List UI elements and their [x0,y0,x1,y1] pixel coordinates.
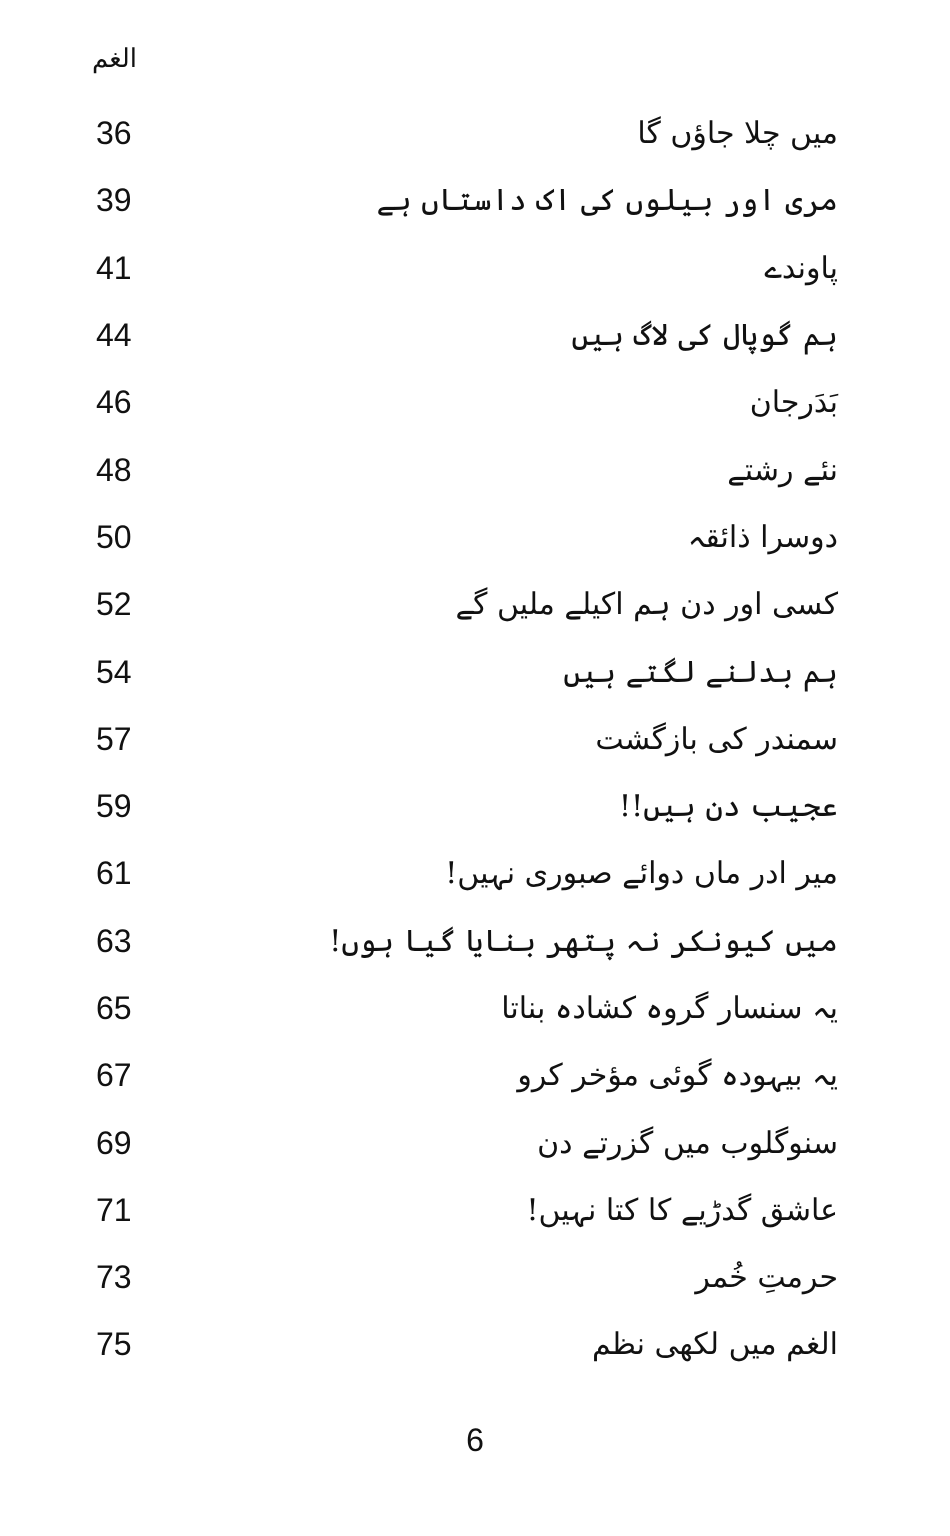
toc-page-number: 36 [96,115,132,152]
toc-row [92,571,838,638]
toc-page-number: 52 [96,586,132,623]
toc-page-number: 57 [96,720,132,757]
toc-title: پاوندے [764,250,838,286]
toc-title: یہ سنسار گروہ کشادہ بناتا [501,991,838,1026]
toc-page-number: 44 [96,317,132,354]
toc-page-number: 61 [96,855,132,892]
toc-row [92,235,838,302]
toc-page-number: 39 [96,182,132,219]
toc-title: دوسرا ذائقہ [687,519,838,555]
toc-title: الغم میں لکھی نظم [592,1327,838,1363]
toc-title: کسی اور دن ہم اکیلے ملیں گے [455,587,838,623]
toc-row [92,1177,838,1244]
toc-page-number: 59 [96,788,132,825]
toc-title: ہم گوپال کی لاگ ہیں [571,318,838,354]
toc-row [92,975,838,1042]
toc-page-number: 67 [96,1057,132,1094]
running-header: الغم [92,44,137,74]
toc-title: بَدَرجان [749,385,838,421]
toc-row [92,1311,838,1378]
toc-row [92,302,838,369]
toc-title: یہ بیہودہ گوئی مؤخر کرو [517,1058,838,1094]
toc-title: عجیب دن ہیں!! [619,789,838,825]
toc-row [92,100,838,167]
toc-page-number: 41 [96,249,132,286]
toc-row [92,167,838,234]
toc-title: ہم بدلنے لگتے ہیں [563,654,838,690]
toc-row [92,638,838,705]
page-number: 6 [466,1422,484,1458]
toc-title: میں کیونکر نہ پتھر بنایا گیا ہوں! [329,923,838,959]
toc-page-number: 71 [96,1191,132,1228]
toc-title: حرمتِ خُمر [695,1260,838,1296]
toc-row [92,504,838,571]
table-of-contents [92,100,838,1379]
toc-page-number: 75 [96,1326,132,1363]
toc-row [92,1042,838,1109]
toc-page-number: 73 [96,1259,132,1296]
toc-row [92,908,838,975]
toc-title: سمندر کی بازگشت [595,721,838,757]
toc-title: نئے رشتے [727,452,838,488]
toc-page-number: 46 [96,384,132,421]
toc-title: مری اور بیلوں کی اک داستاں ہے [376,183,838,219]
toc-row [92,1244,838,1311]
toc-row [92,840,838,907]
toc-title: میں چلا جاؤں گا [637,116,838,152]
toc-page-number: 65 [96,990,132,1026]
toc-page-number: 50 [96,518,132,555]
toc-page-number: 63 [96,922,132,959]
toc-row [92,436,838,503]
toc-title: عاشق گدڑیے کا کتا نہیں! [526,1192,838,1228]
toc-page-number: 69 [96,1124,132,1161]
toc-title: میر ادر ماں دوائے صبوری نہیں! [445,856,838,892]
toc-page-number: 54 [96,653,132,690]
toc-row [92,1109,838,1176]
toc-row [92,706,838,773]
toc-title: سنوگلوب میں گزرتے دن [537,1125,838,1161]
toc-row [92,773,838,840]
toc-row [92,369,838,436]
toc-page-number: 48 [96,451,132,488]
